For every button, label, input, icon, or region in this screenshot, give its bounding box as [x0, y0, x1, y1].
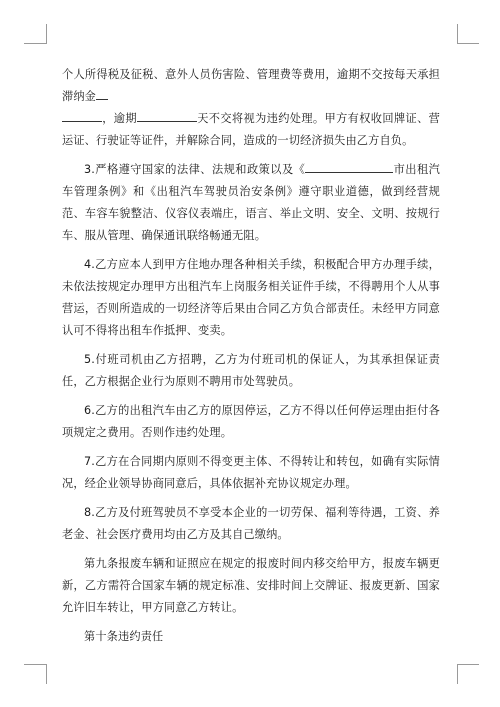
crop-mark-bottom-right-h: [457, 664, 479, 666]
fill-blank: [96, 88, 108, 100]
clause-3: [62, 159, 440, 247]
crop-mark-bottom-left: [36, 664, 47, 684]
crop-mark-top-right: [457, 24, 468, 44]
clause-7: 7.乙方在合同期内原则不得变更主体、不得转让和转包，如确有实际情况，经企业领导协商同意后，具体依据补充协议规定办理。: [62, 455, 440, 490]
crop-mark-bottom-left-h: [24, 664, 46, 666]
fill-blank: [62, 110, 102, 122]
fill-blank: [137, 110, 197, 122]
paragraph-text: 个人所得税及征税、意外人员伤害险、管理费等费用，逾期不交按每天承担滞纳金: [62, 68, 440, 103]
crop-mark-top-right-h: [457, 43, 479, 45]
crop-mark-top-left: [36, 24, 47, 44]
article-10-heading: 第十条违约责任: [84, 630, 164, 643]
paragraph-text: 天不交将视为违约处理。甲方有权收回牌证、营运证、行驶证等证件，并解除合同，造成的一切经济损失由乙方自负。: [62, 112, 441, 147]
clause-5: 5.付班司机由乙方招聘，乙方为付班司机的保证人，为其承担保证责任，乙方根据企业行为原则不聘用市处驾驶员。: [62, 353, 440, 388]
paragraph-text: 3.严格遵守国家的法律、法规和政策以及《: [84, 163, 306, 176]
clause-4: 4.乙方应本人到甲方住地办理各种相关手续，积极配合甲方办理手续，未依法按规定办理甲方出租汽车上岗服务相关证件手续，不得聘用个人从事营运，否则所造成的一切经济等后果由合同乙方负合部责任。未经甲方同意认可不得将出租车作抵押、变卖。: [62, 258, 440, 337]
clause-6: 6.乙方的出租汽车由乙方的原因停运，乙方不得以任何停运理由拒付各项规定之费用。否则作违约处理。: [62, 404, 440, 439]
clause-8: 8.乙方及付班驾驶员不享受本企业的一切劳保、福利等待遇，工资、养老金、社会医疗费用均由乙方及其自己缴纳。: [62, 506, 440, 541]
crop-mark-bottom-right: [457, 664, 468, 684]
paragraph-text: 市出租汽车管理条例》和《出租汽车驾驶员治安条例》遵守职业道德，做到经营规范、车容车貌整洁、仪容仪表端庄，语言、举止文明、安全、文明、按规行车、服从管理、确保通讯联络畅通无阻。: [62, 163, 440, 242]
document-body: [62, 64, 440, 655]
fill-blank: [305, 161, 393, 173]
crop-mark-top-left-h: [24, 43, 46, 45]
paragraph-fees: [62, 64, 440, 152]
paragraph-text: ，逾期: [102, 112, 137, 125]
article-9: 第九条报废车辆和证照应在规定的报废时间内移交给甲方，报废车辆更新，乙方需符合国家车辆的规定标准、安排时间上交牌证、报废更新、国家允许旧车转让，甲方同意乙方转让。: [62, 557, 440, 614]
